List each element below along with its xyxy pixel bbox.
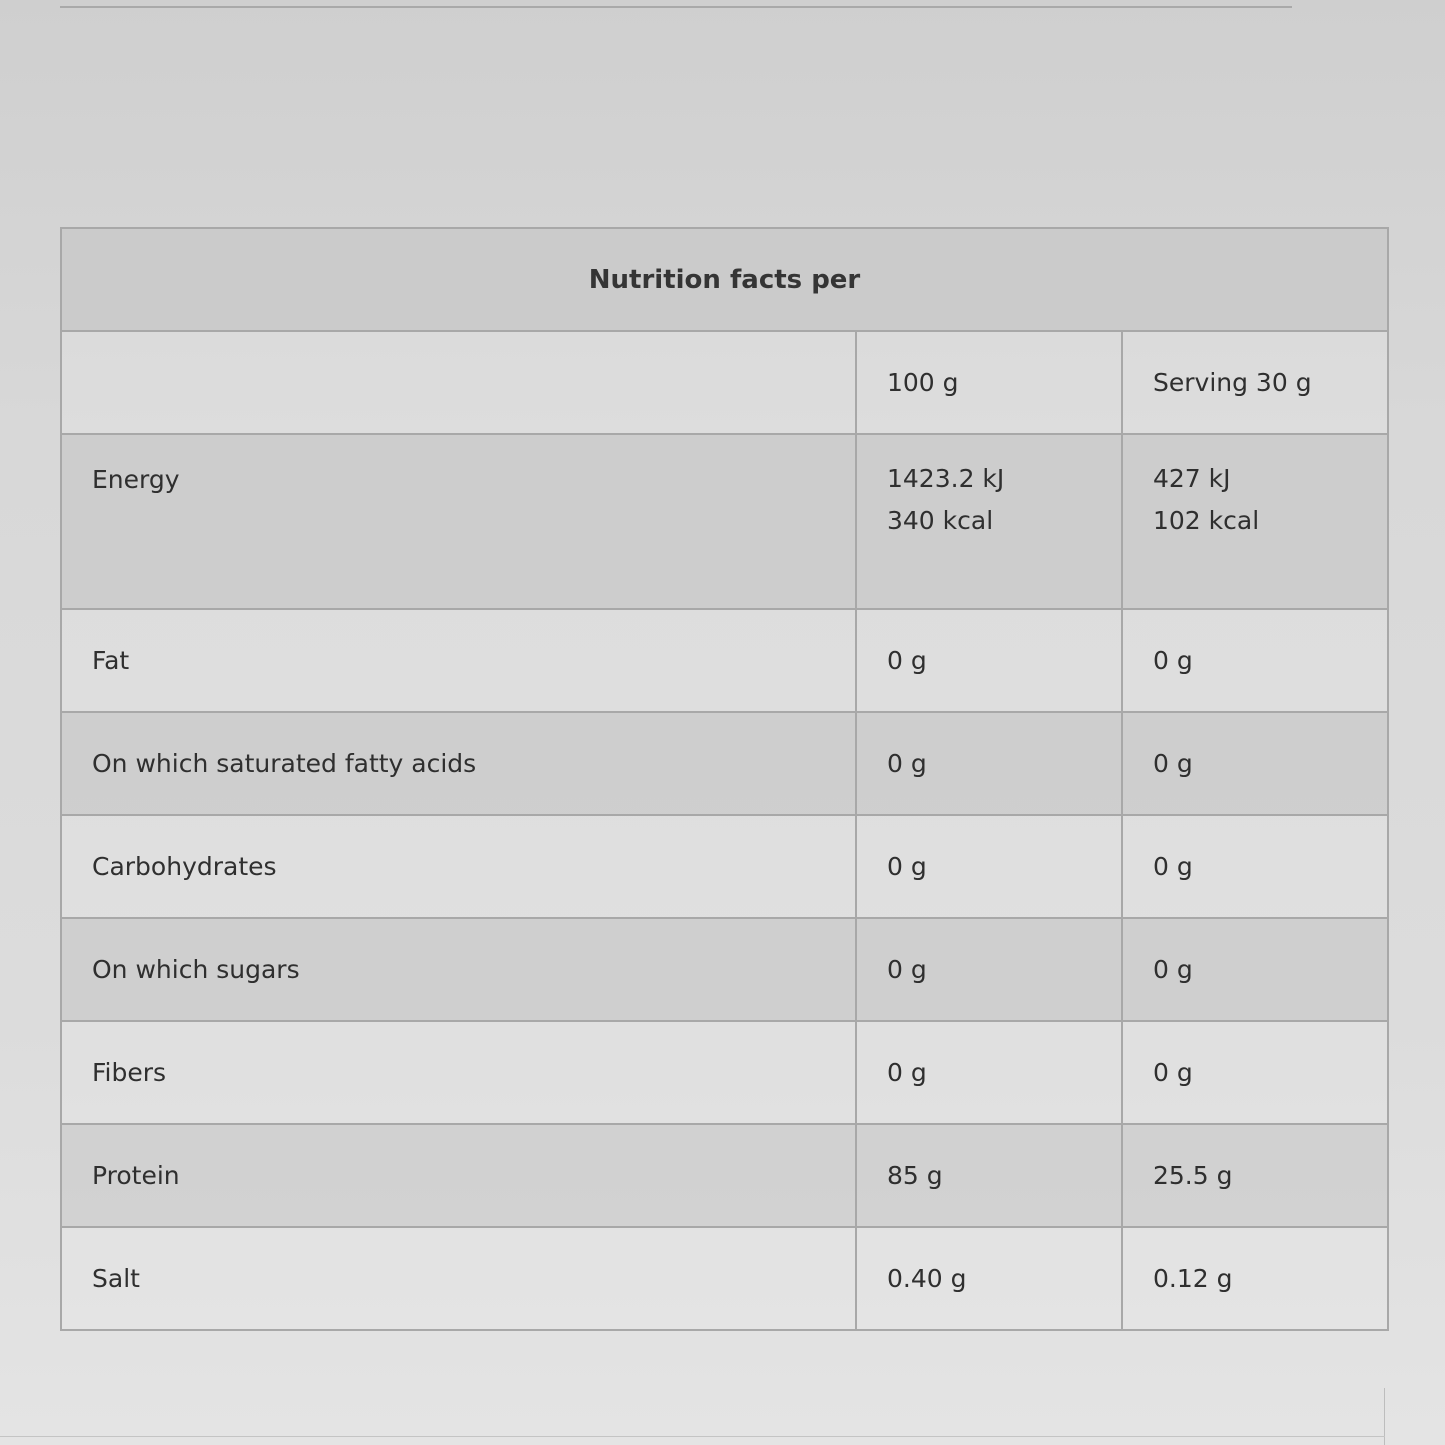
nutrient-label: Fibers (61, 1021, 856, 1124)
value-per-serving: 25.5 g (1122, 1124, 1388, 1227)
energy-per-serving-kj: 427 kJ (1153, 464, 1231, 493)
value-per-serving: 0 g (1122, 609, 1388, 712)
nutrient-label: Salt (61, 1227, 856, 1330)
energy-per-serving-kcal: 102 kcal (1153, 506, 1260, 535)
table-row-protein (61, 1124, 1388, 1227)
nutrient-label: On which saturated fatty acids (61, 712, 856, 815)
column-header-per-100g: 100 g (856, 331, 1122, 434)
value-per-serving: 0.12 g (1122, 1227, 1388, 1330)
column-header-per-serving: Serving 30 g (1122, 331, 1388, 434)
value-per-100g: 0.40 g (856, 1227, 1122, 1330)
energy-per-100g-kj: 1423.2 kJ (887, 464, 1005, 493)
nutrient-label: Protein (61, 1124, 856, 1227)
value-per-100g: 0 g (856, 1021, 1122, 1124)
top-divider (60, 6, 1292, 8)
table-row-salt (61, 1227, 1388, 1330)
energy-per-100g (856, 434, 1122, 609)
table-row-saturated-fatty-acids (61, 712, 1388, 815)
table-row-carbohydrates (61, 815, 1388, 918)
nutrient-label: Fat (61, 609, 856, 712)
value-per-100g: 0 g (856, 918, 1122, 1021)
value-per-serving: 0 g (1122, 815, 1388, 918)
value-per-100g: 0 g (856, 609, 1122, 712)
table-row-energy (61, 434, 1388, 609)
value-per-serving: 0 g (1122, 712, 1388, 815)
nutrition-facts-table (60, 227, 1389, 1331)
column-header-row (61, 331, 1388, 434)
nutrient-label: On which sugars (61, 918, 856, 1021)
energy-per-100g-kcal: 340 kcal (887, 506, 994, 535)
table-caption: Nutrition facts per (61, 228, 1388, 331)
value-per-100g: 0 g (856, 815, 1122, 918)
nutrient-label: Energy (61, 434, 856, 609)
column-header-nutrient (61, 331, 856, 434)
energy-per-serving (1122, 434, 1388, 609)
bottom-divider (0, 1436, 1385, 1437)
value-per-serving: 0 g (1122, 1021, 1388, 1124)
nutrient-label: Carbohydrates (61, 815, 856, 918)
table-row-sugars (61, 918, 1388, 1021)
table-row-fat (61, 609, 1388, 712)
table-row-fibers (61, 1021, 1388, 1124)
value-per-100g: 0 g (856, 712, 1122, 815)
table-caption-row (61, 228, 1388, 331)
value-per-100g: 85 g (856, 1124, 1122, 1227)
value-per-serving: 0 g (1122, 918, 1388, 1021)
